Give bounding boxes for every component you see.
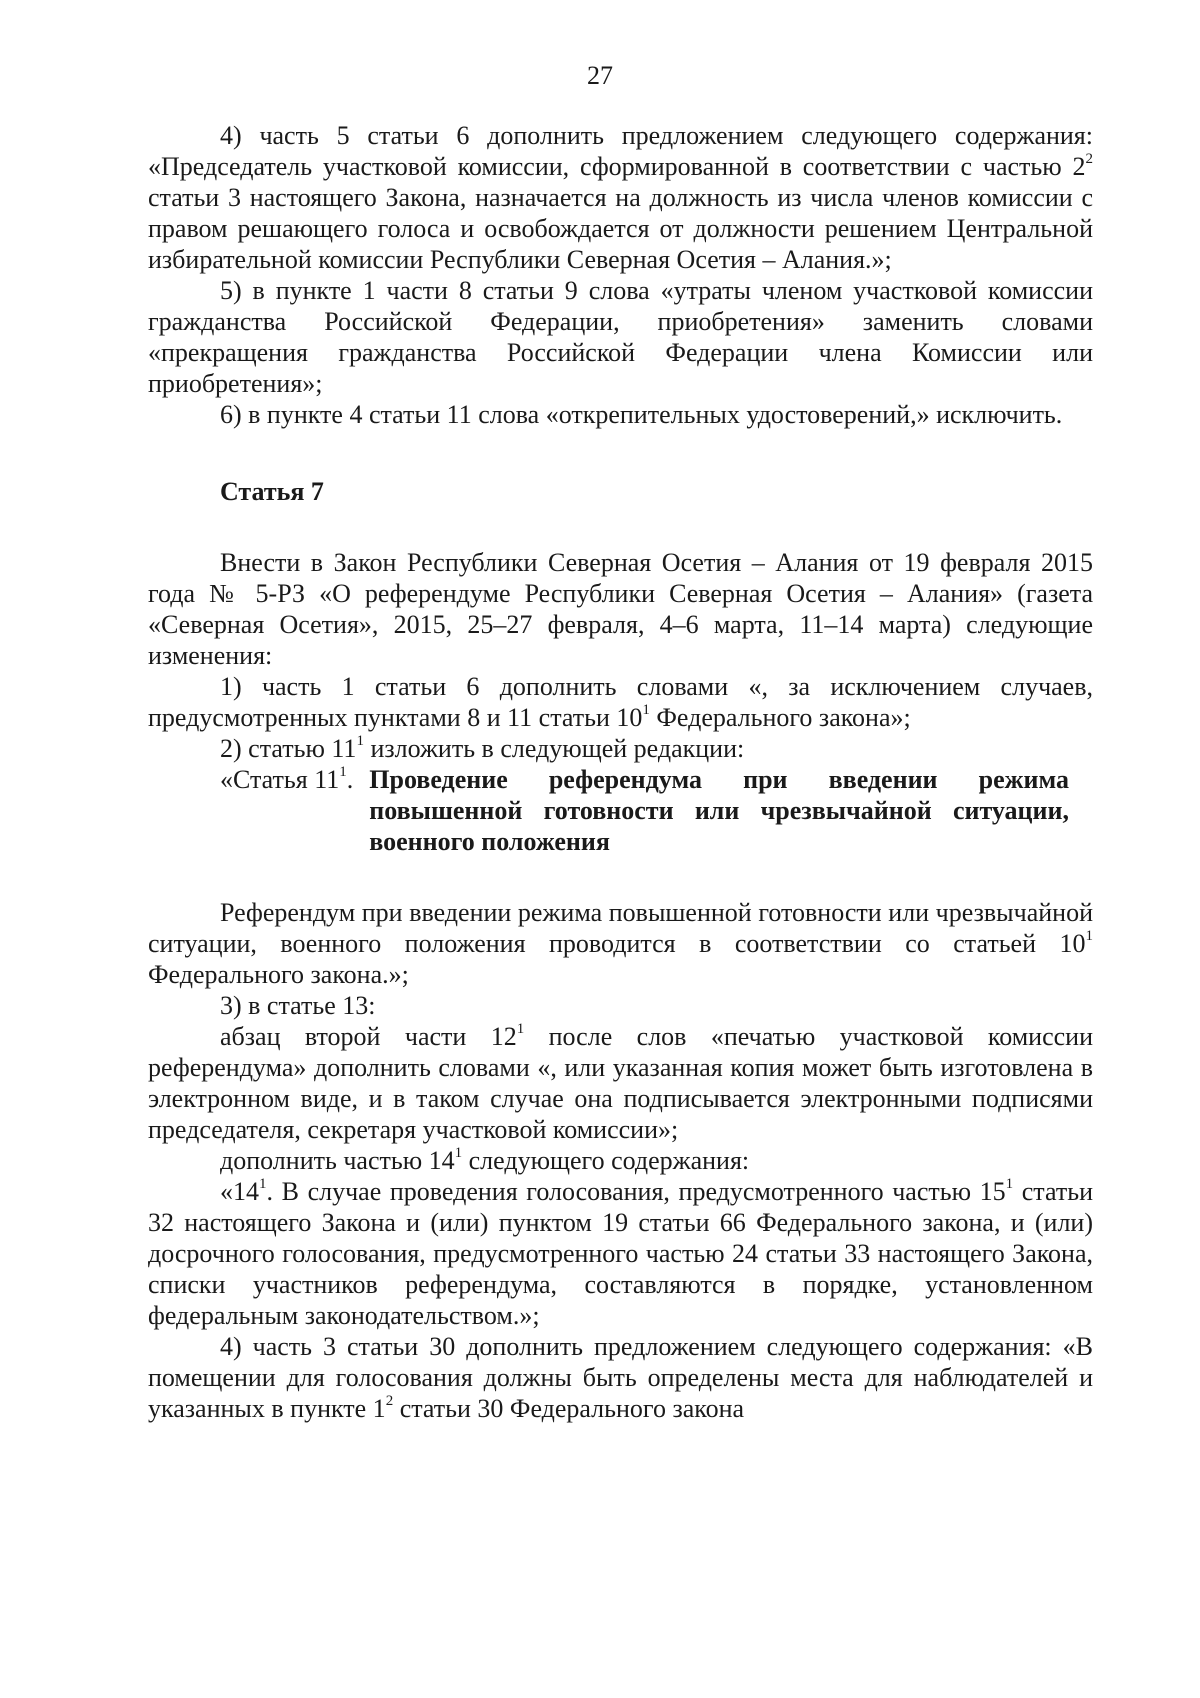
paragraph-14-1 [148, 1176, 1093, 1331]
superscript: 1 [516, 1021, 525, 1038]
paragraph-item-4b [148, 1331, 1093, 1424]
text: следующего содержания: [462, 1146, 750, 1175]
paragraph-supplement [148, 1145, 1093, 1176]
superscript: 1 [1085, 928, 1093, 945]
paragraph-item-1 [148, 671, 1093, 733]
text: Референдум при введении режима повышенной готовности или чрезвычайной ситуации, военного положения проводится в соответствии со статьей 10 [148, 898, 1093, 958]
superscript: 1 [339, 764, 347, 781]
text: . В случае проведения голосования, предусмотренного частью 15 [266, 1177, 1006, 1206]
superscript: 1 [259, 1176, 267, 1193]
text: 1) часть 1 статьи 6 дополнить словами «, за исключением случаев, предусмотренных пунктами 8 и 11 статьи 10 [148, 672, 1093, 732]
article-heading: Статья 7 [220, 477, 324, 506]
paragraph-abzac [148, 1021, 1093, 1145]
paragraph-item-5: 5) в пункте 1 части 8 статьи 9 слова «утраты членом участковой комиссии гражданства Российской Федерации, приобретения» заменить словами «прекращения гражданства Российской Федерации члена Комиссии или приобретения»; [148, 276, 1093, 398]
paragraph-item-3: 3) в статье 13: [220, 991, 376, 1020]
text: изложить в следующей редакции: [363, 734, 745, 763]
article-title: Проведение референдума при введении режима повышенной готовности или чрезвычайной ситуации, военного положения [369, 765, 1069, 856]
paragraph-item-4 [148, 120, 1093, 275]
text: статьи 32 настоящего Закона и (или) пунктом 19 статьи 66 Федерального закона, и (или) досрочного голосования, предусмотренного частью 24 статьи 33 настоящего Закона, списки участников референдума, составляются в порядке, установленном федеральным законодательством.»; [148, 1177, 1093, 1330]
text: статьи 30 Федерального закона [393, 1394, 745, 1423]
text: после слов «печатью участковой комиссии референдума» дополнить словами «, или указанная копия может быть изготовлена в электронном виде, и в таком случае она подписывается электронными подписями председателя, секретаря участковой комиссии»; [148, 1022, 1093, 1144]
article-label [220, 764, 369, 857]
document-body [148, 120, 1093, 1424]
text: статьи 3 настоящего Закона, назначается на должность из числа членов комиссии с правом решающего голоса и освобождается от должности решением Центральной избирательной комиссии Республики Северная Осетия – Алания.»; [148, 183, 1093, 274]
paragraph-item-2 [148, 733, 1093, 764]
text: «14 [220, 1177, 259, 1206]
page-number: 27 [587, 61, 613, 90]
superscript: 2 [1085, 151, 1093, 168]
text: дополнить частью 14 [220, 1146, 455, 1175]
text: 4) часть 5 статьи 6 дополнить предложением следующего содержания: «Председатель участковой комиссии, сформированной в соответствии с частью 2 [148, 121, 1093, 181]
text: абзац второй части 12 [220, 1022, 517, 1051]
paragraph-intro: Внести в Закон Республики Северная Осетия – Алания от 19 февраля 2015 года № 5-РЗ «О референдуме Республики Северная Осетия – Алания» (газета «Северная Осетия», 2015, 25–27 февраля, 4–6 марта, 11–14 марта) следующие изменения: [148, 548, 1093, 670]
paragraph-item-6: 6) в пункте 4 статьи 11 слова «открепительных удостоверений,» исключить. [220, 400, 1063, 429]
text: Федерального закона»; [649, 703, 911, 732]
text: 2) статью 11 [220, 734, 357, 763]
superscript: 1 [454, 1145, 463, 1162]
text: «Статья 11 [220, 765, 340, 794]
superscript: 1 [356, 733, 364, 750]
text: . [346, 765, 354, 794]
superscript: 1 [642, 702, 650, 719]
superscript: 2 [385, 1393, 394, 1410]
paragraph-referendum [148, 897, 1093, 990]
article-title-row [148, 764, 1093, 857]
text: Федерального закона.»; [148, 960, 409, 989]
text: 4) часть 3 статьи 30 дополнить предложением следующего содержания: «В помещении для голосования должны быть определены места для наблюдателей и указанных в пункте 1 [148, 1332, 1093, 1423]
superscript: 1 [1005, 1176, 1014, 1193]
